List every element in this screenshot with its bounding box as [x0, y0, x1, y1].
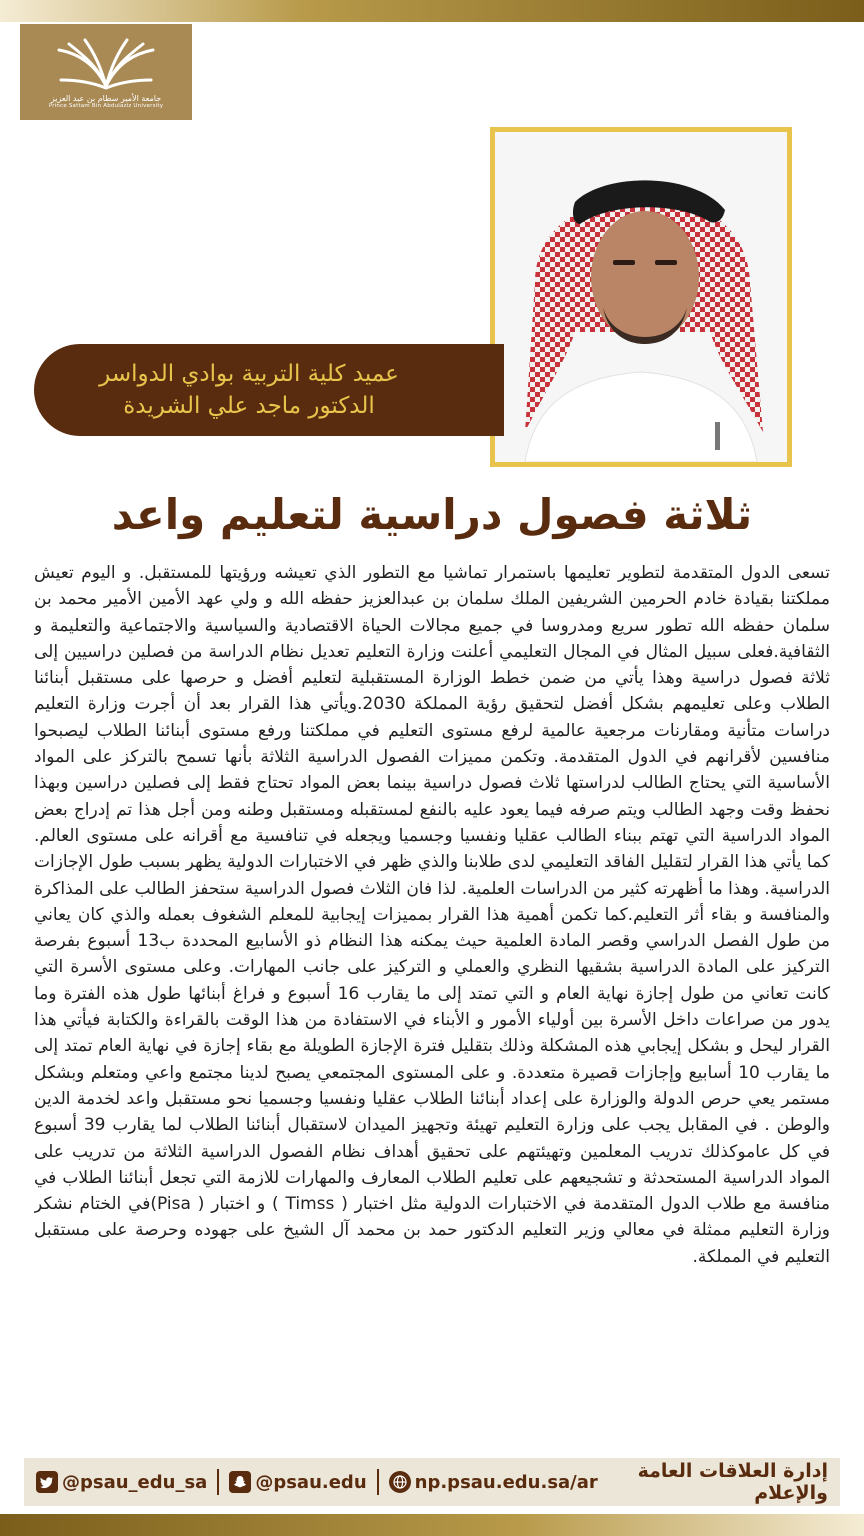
university-logo	[20, 24, 192, 120]
footer-separator	[217, 1469, 219, 1495]
portrait-image	[495, 132, 787, 462]
top-decorative-bar	[0, 0, 864, 22]
department-name: إدارة العلاقات العامة والإعلام	[637, 1460, 828, 1504]
footer-bar	[24, 1458, 840, 1506]
article-body: تسعى الدول المتقدمة لتطوير تعليمها باستمرار تماشيا مع التطور الذي تعيشه ورؤيتها للمستقبل. و اليوم تعيش مملكتنا بقيادة خادم الحرمين الشريفين الملك سلمان بن عبدالعزيز حفظه الله و ولي عهد الأمين الأمير محمد بن سلمان حفظه الله تطور سريع ومدروسا في جميع مجالات الحياة الاقتصادية والسياسية والاجتماعية والتعليمة و الثقافية.فعلى سبيل المثال في المجال التعليمي أعلنت وزارة التعليم تعديل نظام الدراسة من فصلين دراسيين إلى ثلاثة فصول دراسية وهذا يأتي من ضمن خطط الوزارة المستقبلية لتعليم أفضل و حرصها على مستقبل أبنائنا الطلاب وعلى تعليمهم بشكل أفضل لتحقيق رؤية المملكة 2030.ويأتي هذا القرار بعد أن أجرت وزارة التعليم دراسات متأنية ومقارنات مرجعية عالمية لرفع مستوى التعليم في مملكتنا ورفع مستوى أبنائنا الطلاب ليصبحوا منافسين لأقرانهم في الدول المتقدمة. وتكمن مميزات الفصول الدراسية الثلاثة بأنها تسمح بالتركز على المواد الأساسية التي يحتاج الطالب لدراستها ثلاث فصول دراسية بينما بعض المواد تحتاج فقط إلى فصلين دراسين وبهذا نحفظ وقت وجهد الطالب ويتم صرفه فيما يعود عليه بالنفع لمستقبله ومستقبل وطنه ومن أجل هذا تم إدراج بعض المواد الدراسية التي تهتم ببناء الطالب عقليا ونفسيا وجسميا ويجعله في تنافسية مع أقرانه على مستوى العالم. كما يأتي هذا القرار لتقليل الفاقد التعليمي لدى طلابنا والذي ظهر في الاختبارات الدولية يظهر بسبب طول الإجازات الدراسية. وهذا ما أظهرته كثير من الدراسات العلمية. لذا فان الثلاث فصول الدراسية ستحفز الطالب على المذاكرة والمنافسة و بقاء أثر التعليم.كما تكمن أهمية هذا القرار بمميزات إيجابية للمعلم الشغوف بعمله والذي كان يعاني من طول الفصل الدراسي وقصر المادة العلمية حيث يمكنه هذا النظام ذو الأسابيع المحددة ب13 أسبوع بفرصة التركيز على المادة الدراسية بشقيها النظري والعملي و التركيز على جانب المهارات. وعلى مستوى الأسرة التي كانت تعاني من طول إجازة نهاية العام و التي تمتد إلى ما يقارب 16 أسبوع و فراغ أبنائها طول هذه الفترة وما يدور من صراعات داخل الأسرة بين أولياء الأمور و الأبناء في الاستفادة من هذا الوقت بالقراءة والكتابة فيأتي هذا القرار ليحل و بشكل إيجابي هذه المشكلة وذلك بتقليل فترة الإجازة الطويلة مع بقاء إجازة في نهاية العام تمتد إلى ما يقارب 10 أسابيع وإجازات قصيرة متعددة. و على المستوى المجتمعي يصبح لدينا مجتمع واعي ومتعلم وبشكل مستمر يعي حرص الدولة والوزارة على إعداد أبنائنا الطلاب عقليا ونفسيا وجسميا نحو مستقبل واعد لخدمة الدين والوطن . في المقابل يجب على وزارة التعليم تهيئة وتجهيز الميدان لاستقبال أبنائنا الطلاب لما يقارب 39 أسبوع في كل عاموكذلك تدريب المعلمين وتهيئتهم على تحقيق أهداف نظام الفصول الدراسية الثلاثة من تدريب على المواد الدراسية المستحدثة و تشجيعهم على تعليم الطلاب المعارف والمهارات للازمة التي تجعل أبنائنا الطلاب في منافسة مع طلاب الدول المتقدمة في الاختبارات الدولية مثل اختبار ( Timss ) و اختبار ( Pisa)في الختام نشكر وزارة التعليم ممثلة في معالي وزير التعليم الدكتور حمد بن محمد آل الشيخ على جهوده وحرصة على مستقبل التعليم في المملكة.	[34, 563, 830, 1267]
globe-icon	[389, 1471, 411, 1493]
website-link[interactable]	[389, 1471, 598, 1493]
logo-english-name: Prince Sattam Bin Abdulaziz University	[48, 102, 164, 109]
snapchat-handle: @psau.edu	[255, 1471, 367, 1493]
twitter-icon	[36, 1471, 58, 1493]
snapchat-icon	[229, 1471, 251, 1493]
author-name-banner	[34, 344, 504, 436]
author-name: الدكتور ماجد علي الشريدة	[123, 393, 375, 419]
twitter-link[interactable]	[36, 1471, 207, 1493]
author-photo	[490, 127, 792, 467]
book-logo-icon	[51, 36, 161, 92]
snapchat-link[interactable]	[229, 1471, 366, 1493]
website-url: np.psau.edu.sa/ar	[414, 1471, 598, 1493]
author-title: عميد كلية التربية بوادي الدواسر	[99, 361, 399, 387]
bottom-decorative-bar	[0, 1514, 864, 1536]
twitter-handle: @psau_edu_sa	[62, 1471, 208, 1493]
logo-arabic-name: جامعة الأمير سطام بن عبد العزيز	[50, 93, 162, 103]
footer-separator	[377, 1469, 379, 1495]
article-headline: ثلاثة فصول دراسية لتعليم واعد	[111, 490, 753, 539]
footer-social-links	[36, 1469, 598, 1495]
